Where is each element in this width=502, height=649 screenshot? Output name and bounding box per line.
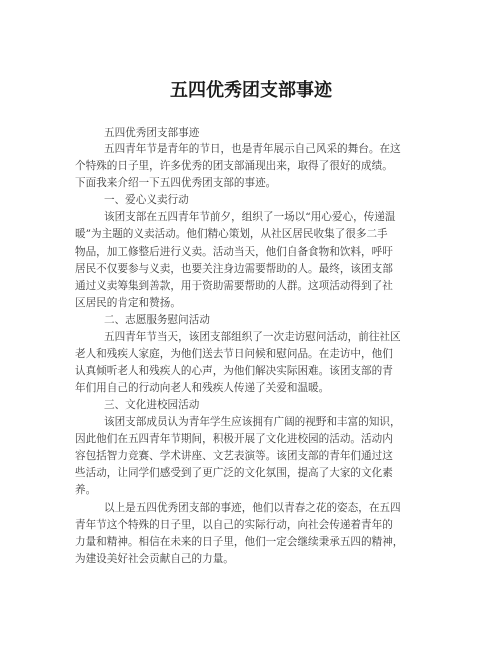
paragraph-line: 区居民的肯定和赞扬。 [75, 297, 181, 309]
paragraph-line: 个特殊的日子里，许多优秀的团支部涌现出来，取得了很好的成绩。 [75, 160, 393, 172]
paragraph-line: 老人和残疾人家庭，为他们送去节日问候和慰问品。在走访中，他们 [75, 348, 393, 360]
paragraph-line: 居民不仅要参与义卖，也要关注身边需要帮助的人。最终，该团支部 [75, 263, 393, 275]
paragraph-line: 养。 [75, 484, 97, 496]
paragraph-line: 通过义卖筹集到善款，用于资助需要帮助的人群。这项活动得到了社 [75, 280, 393, 292]
paragraph-line: 该团支部在五四青年节前夕，组织了一场以“用心爱心，传递温 [104, 211, 396, 223]
paragraph-line: 暖”为主题的义卖活动。他们精心策划，从社区居民收集了很多二手 [75, 228, 388, 240]
section-heading: 二、志愿服务慰问活动 [104, 314, 210, 326]
paragraph-line: 年们用自己的行动向老人和残疾人传递了关爱和温暖。 [75, 382, 330, 394]
paragraph-line: 下面我来介绍一下五四优秀团支部的事迹。 [75, 177, 277, 189]
paragraph-line: 容包括智力竞赛、学术讲座、文艺表演等。该团支部的青年们通过这 [75, 450, 393, 462]
paragraph-line: 青年节这个特殊的日子里，以自己的实际行动，向社会传递着青年的 [75, 519, 393, 531]
paragraph-line: 些活动，让同学们感受到了更广泛的文化氛围，提高了大家的文化素 [75, 467, 393, 479]
subtitle-line: 五四优秀团支部事迹 [104, 127, 200, 139]
paragraph-line: 力量和精神。相信在未来的日子里，他们一定会继续秉承五四的精神， [75, 536, 404, 548]
paragraph-line: 五四青年节是青年的节日，也是青年展示自己风采的舞台。在这 [104, 143, 401, 155]
paragraph-line: 物品，加工修整后进行义卖。活动当天，他们自备食物和饮料，呼吁 [75, 246, 393, 258]
paragraph-line: 以上是五四优秀团支部的事迹，他们以青春之花的姿态，在五四 [104, 502, 401, 514]
document-title: 五四优秀团支部事迹 [170, 80, 332, 101]
paragraph-line: 因此他们在五四青年节期间，积极开展了文化进校园的活动。活动内 [75, 433, 393, 445]
paragraph-line: 为建设美好社会贡献自己的力量。 [75, 553, 234, 565]
paragraph-line: 五四青年节当天，该团支部组织了一次走访慰问活动，前往社区 [104, 331, 401, 343]
paragraph-line: 该团支部成员认为青年学生应该拥有广阔的视野和丰富的知识， [104, 416, 401, 428]
paragraph-line: 认真倾听老人和残疾人的心声，为他们解决实际困难。该团支部的青 [75, 365, 393, 377]
section-heading: 三、文化进校园活动 [104, 399, 200, 411]
section-heading: 一、爱心义卖行动 [104, 194, 189, 206]
